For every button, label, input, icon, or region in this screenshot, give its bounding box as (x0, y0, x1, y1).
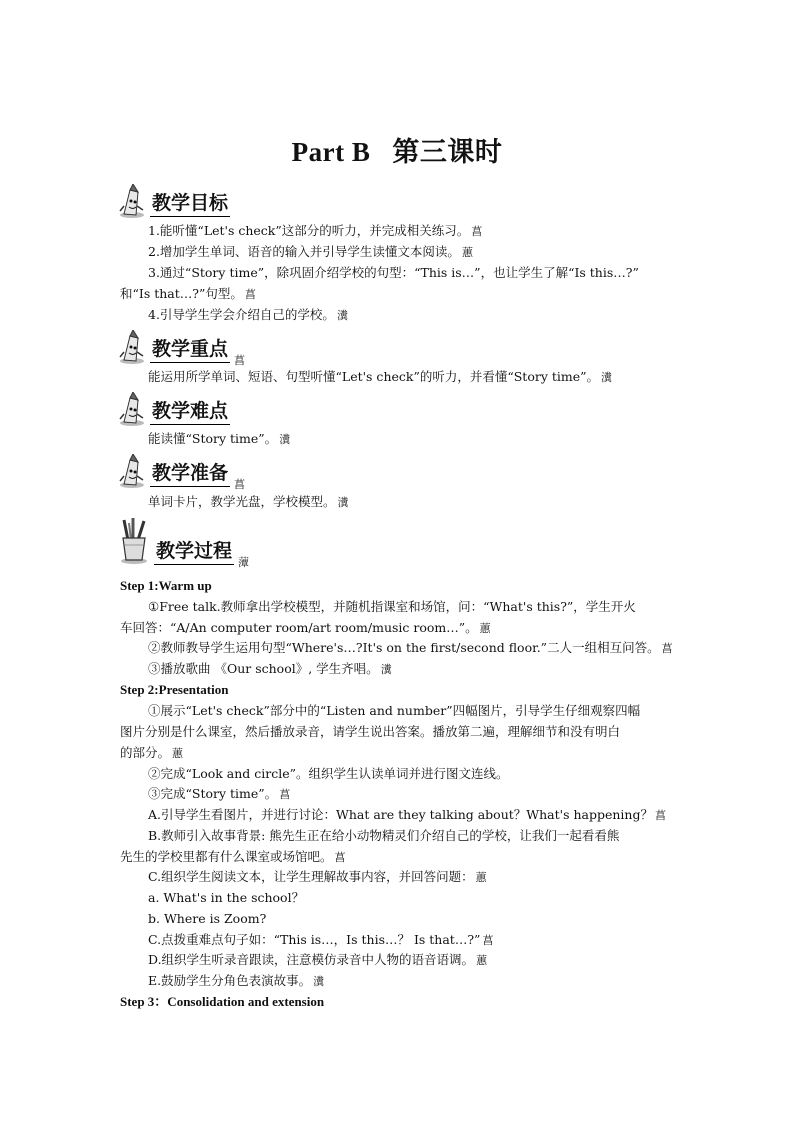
section-heading: 教学难点 (150, 396, 230, 425)
text-line: ②完成“Look and circle”。组织学生认读单词并进行图文连线。 (148, 766, 509, 781)
text-line: D.组织学生听录音跟读，注意模仿录音中人物的语音语调。 蕙 (148, 952, 488, 967)
step-heading: Step 3：Consolidation and extension (120, 994, 325, 1009)
text-line: C.组织学生阅读文本，让学生理解故事内容，并回答问题： 蕙 (148, 869, 487, 884)
text-line: 1.能听懂“Let's check”这部分的听力，并完成相关练习。 菖 (148, 223, 483, 238)
pencil-mascot-icon (118, 454, 148, 488)
pencil-cup-icon (118, 518, 152, 564)
text-line: ①Free talk.教师拿出学校模型，并随机指课室和场馆，问：“What's this?”，学生开火 (148, 599, 636, 614)
text-line: 能运用所学单词、短语、句型听懂“Let's check”的听力，并看懂“Story time”。 瀵 (148, 369, 613, 384)
step-heading: Step 2:Presentation (120, 682, 229, 697)
text-line: 3.通过“Story time”，除巩固介绍学校的句型：“This is…”，也让学生了解“Is this…?” (148, 265, 639, 280)
text-line: A.引导学生看图片，并进行讨论：What are they talking about？What's happening？ 菖 (148, 807, 666, 822)
text-line: 2.增加学生单词、语音的输入并引导学生读懂文本阅读。 蕙 (148, 244, 473, 259)
text-line: 能读懂“Story time”。 瀵 (148, 431, 291, 446)
text-line: 和“Is that…?”句型。 菖 (120, 286, 256, 301)
step-heading: Step 1:Warm up (120, 578, 212, 593)
text-line: 的部分。 蕙 (120, 745, 184, 760)
section-heading: 教学准备 (150, 458, 230, 487)
title-cn: 第三课时 (392, 137, 503, 167)
title-en: Part B (291, 137, 371, 167)
section-mark: 菖 (234, 478, 245, 491)
pencil-mascot-icon (118, 330, 148, 364)
section-heading: 教学目标 (150, 188, 230, 217)
text-line: B.教师引入故事背景: 熊先生正在给小动物精灵们介绍自己的学校，让我们一起看看熊 (148, 828, 620, 843)
section-mark: 菖 (234, 354, 245, 367)
section-heading: 教学过程 (154, 536, 234, 565)
text-line: 先生的学校里都有什么课室或场馆吧。 菖 (120, 849, 346, 864)
text-line: 图片分别是什么课室，然后播放录音，请学生说出答案。播放第二遍，理解细节和没有明白 (120, 724, 621, 739)
text-line: 单词卡片，教学光盘，学校模型。 瀵 (148, 494, 349, 509)
page-title (0, 130, 794, 169)
text-line: a. What's in the school？ (148, 890, 305, 905)
text-line: 车回答：“A/An computer room/art room/music room…”。 蕙 (120, 620, 491, 635)
text-line: ③播放歌曲 《Our school》, 学生齐唱。 瀵 (148, 661, 392, 676)
text-line: E.鼓励学生分角色表演故事。 瀵 (148, 973, 325, 988)
section-heading: 教学重点 (150, 334, 230, 363)
text-line: ②教师教导学生运用句型“Where's…?It's on the first/second floor.”二人一组相互问答。 菖 (148, 640, 673, 655)
text-line: 4.引导学生学会介绍自己的学校。 瀵 (148, 307, 348, 322)
text-line: C.点拨重难点句子如：“This is…，Is this…？ Is that…?” 菖 (148, 932, 494, 947)
section-mark: 藫 (238, 556, 249, 569)
text-line: b. Where is Zoom? (148, 911, 267, 926)
pencil-mascot-icon (118, 184, 148, 218)
text-line: ①展示“Let's check”部分中的“Listen and number”四幅图片，引导学生仔细观察四幅 (148, 703, 641, 718)
text-line: ③完成“Story time”。 菖 (148, 786, 291, 801)
pencil-mascot-icon (118, 392, 148, 426)
